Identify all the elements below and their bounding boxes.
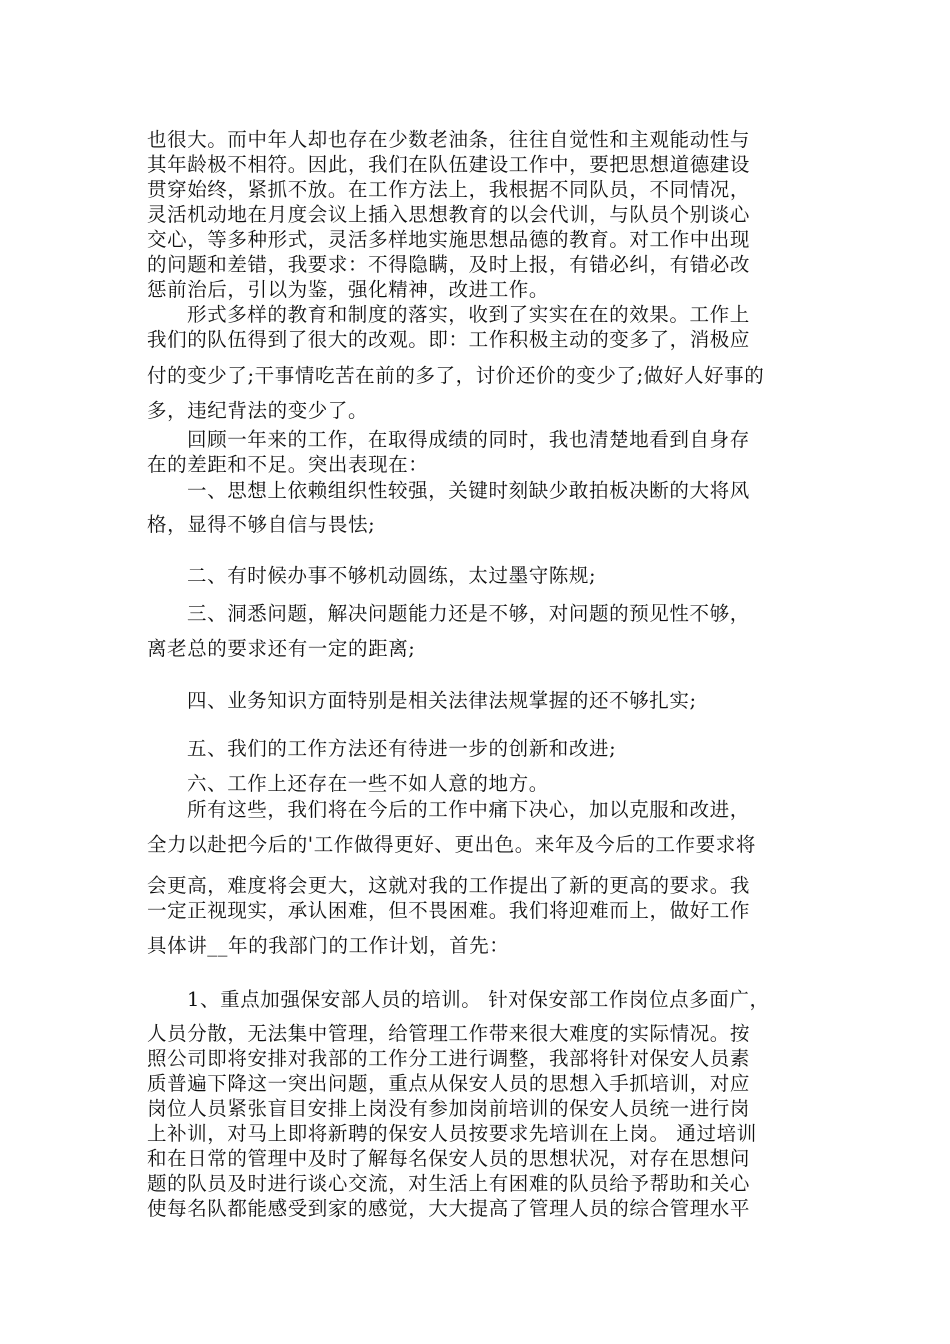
text-line: 具体讲__年的我部门的工作计划，首先： (147, 934, 510, 957)
text-line: 题的队员及时进行谈心交流，对生活上有困难的队员给予帮助和关心 (147, 1172, 751, 1195)
text-line: 使每名队都能感受到家的感觉，大大提高了管理人员的综合管理水平 (147, 1197, 751, 1220)
text-line: 格，显得不够自信与畏怯; (147, 513, 376, 536)
list-item: 五、我们的工作方法还有待进一步的创新和改进; (187, 737, 617, 760)
text-line: 贯穿始终，紧抓不放。在工作方法上，我根据不同队员，不同情况， (147, 178, 751, 201)
text-line: 和在日常的管理中及时了解每名保安人员的思想状况，对存在思想问 (147, 1147, 751, 1170)
text-line: 全力以赴把今后的'工作做得更好、更出色。来年及今后的工作要求将 (147, 833, 756, 856)
plan-item-first-line: 1、重点加强保安部人员的培训。 针对保安部工作岗位点多面广， (187, 988, 770, 1011)
text-line: 其年龄极不相符。因此，我们在队伍建设工作中，要把思想道德建设 (147, 153, 751, 176)
paragraph-first-line: 所有这些，我们将在今后的工作中痛下决心，加以克服和改进， (187, 798, 750, 821)
list-item-first-line: 三、洞悉问题，解决问题能力还是不够，对问题的预见性不够， (187, 602, 750, 625)
list-item: 六、工作上还存在一些不如人意的地方。 (187, 772, 549, 795)
text-line: 我们的队伍得到了很大的改观。即：工作积极主动的变多了，消极应 (147, 328, 751, 351)
list-item: 二、有时候办事不够机动圆练，太过墨守陈规; (187, 564, 597, 587)
paragraph-first-line: 回顾一年来的工作，在取得成绩的同时，我也清楚地看到自身存 (187, 428, 750, 451)
text-line: 会更高，难度将会更大，这就对我的工作提出了新的更高的要求。我 (147, 874, 751, 897)
list-item-first-line: 一、思想上依赖组织性较强，关键时刻缺少敢拍板决断的大将风 (187, 479, 750, 502)
text-line: 也很大。而中年人却也存在少数老油条，往往自觉性和主观能动性与 (147, 128, 751, 151)
text-line: 灵活机动地在月度会议上插入思想教育的以会代训，与队员个别谈心 (147, 203, 751, 226)
text-line: 照公司即将安排对我部的工作分工进行调整，我部将针对保安人员素 (147, 1047, 751, 1070)
text-line: 付的变少了;干事情吃苦在前的多了，讨价还价的变少了;做好人好事的 (147, 364, 765, 387)
paragraph-first-line: 形式多样的教育和制度的落实，收到了实实在在的效果。工作上 (187, 303, 750, 326)
text-line: 人员分散，无法集中管理，给管理工作带来很大难度的实际情况。按 (147, 1022, 751, 1045)
text-line: 交心，等多种形式，灵活多样地实施思想品德的教育。对工作中出现 (147, 228, 751, 251)
text-line: 的问题和差错，我要求：不得隐瞒，及时上报，有错必纠，有错必改 (147, 253, 751, 276)
text-line: 上补训，对马上即将新聘的保安人员按要求先培训在上岗。 通过培训 (147, 1122, 757, 1145)
text-line: 多，违纪背法的变少了。 (147, 399, 369, 422)
text-line: 在的差距和不足。突出表现在： (147, 453, 429, 476)
text-line: 岗位人员紧张盲目安排上岗没有参加岗前培训的保安人员统一进行岗 (147, 1097, 751, 1120)
text-line: 一定正视现实，承认困难，但不畏困难。我们将迎难而上，做好工作 (147, 899, 751, 922)
list-item: 四、业务知识方面特别是相关法律法规掌握的还不够扎实; (187, 689, 697, 712)
text-line: 质普遍下降这一突出问题，重点从保安人员的思想入手抓培训，对应 (147, 1072, 751, 1095)
text-line: 惩前治后，引以为鉴，强化精神，改进工作。 (147, 278, 550, 301)
text-line: 离老总的要求还有一定的距离; (147, 637, 416, 660)
